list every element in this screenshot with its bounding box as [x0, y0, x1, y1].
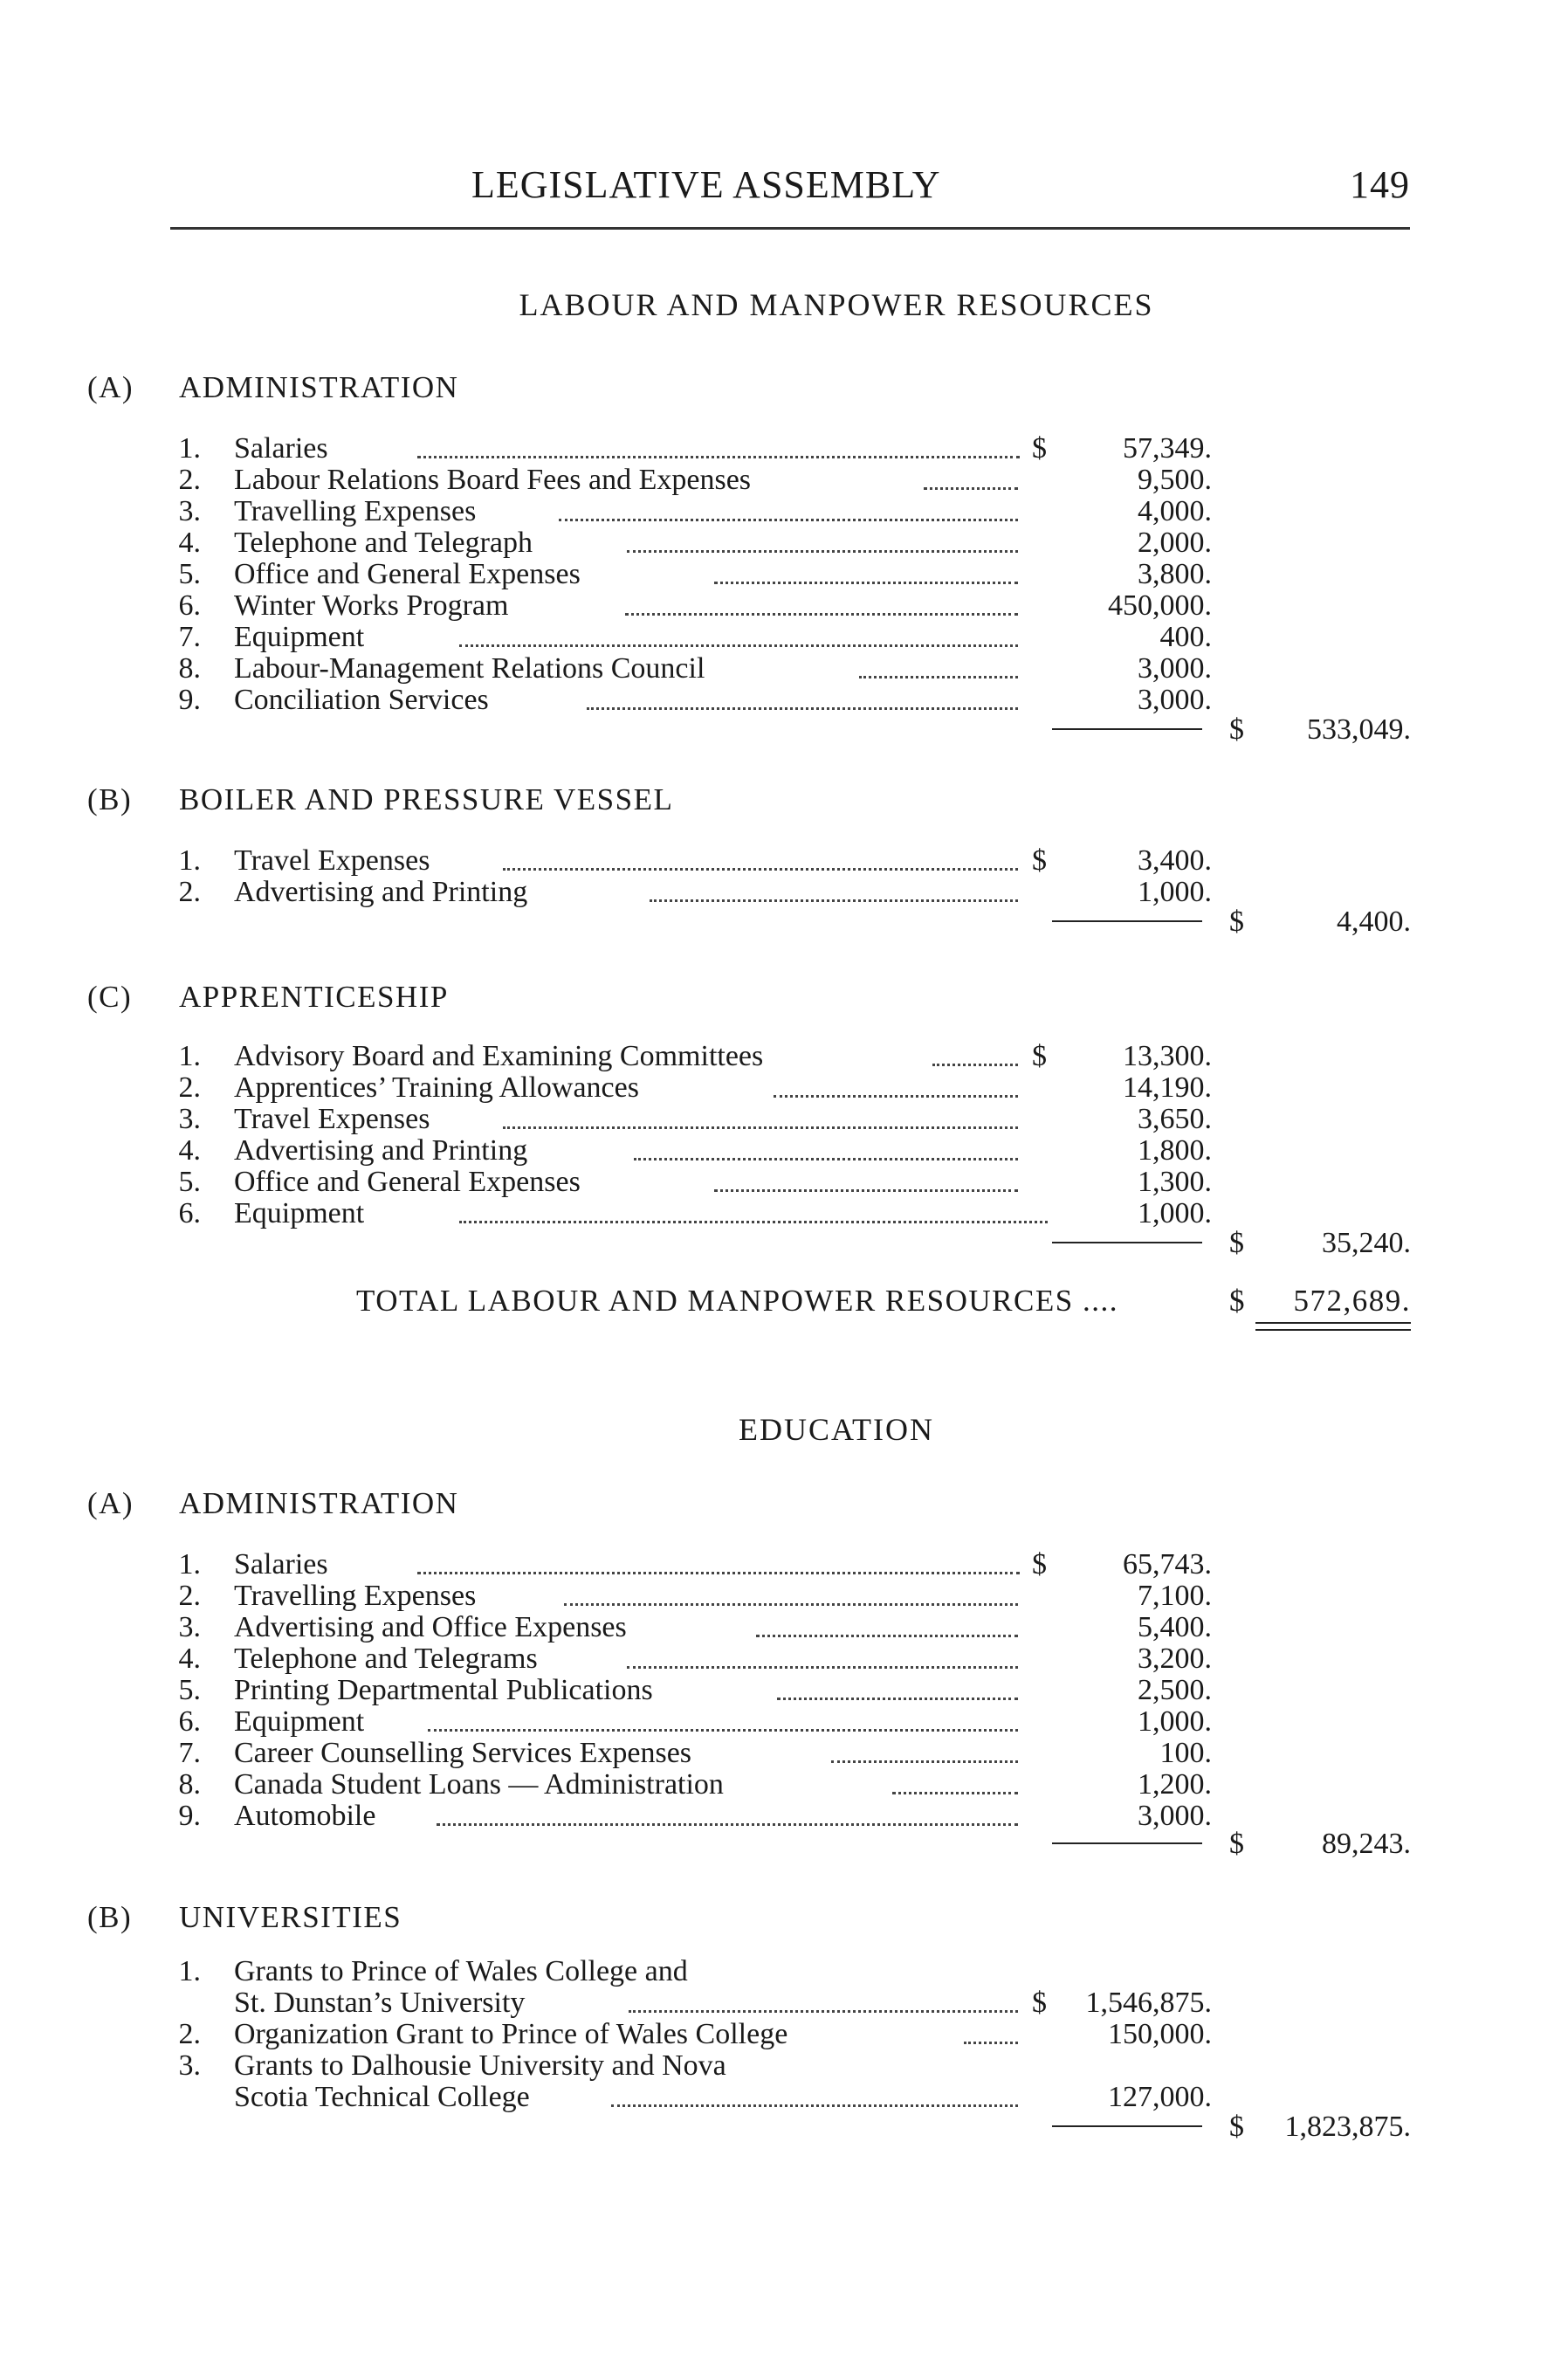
- currency-symbol: $: [1229, 1828, 1244, 1860]
- line-item: [0, 1706, 1568, 1738]
- item-label: Equipment: [234, 1705, 365, 1738]
- item-number: 5.: [178, 558, 201, 590]
- item-label: Printing Departmental Publications: [234, 1674, 653, 1706]
- line-item: [0, 1769, 1568, 1801]
- item-number: 1.: [178, 1955, 201, 1987]
- dot-leader: [634, 1158, 1018, 1160]
- item-amount: 450,000.: [1108, 589, 1212, 622]
- item-number: 1.: [178, 844, 201, 877]
- item-label: Advertising and Office Expenses: [234, 1611, 627, 1643]
- item-amount: 127,000.: [1108, 2081, 1212, 2113]
- item-amount: 2,000.: [1138, 527, 1212, 559]
- dot-leader: [503, 868, 1018, 871]
- item-amount: 13,300.: [1123, 1040, 1212, 1072]
- line-item: [0, 1104, 1568, 1135]
- dot-leader: [428, 1729, 1018, 1732]
- line-item: [0, 1135, 1568, 1167]
- item-number: 5.: [178, 1166, 201, 1198]
- line-item: [0, 1167, 1568, 1198]
- item-amount: 1,000.: [1138, 876, 1212, 908]
- line-item: [0, 1041, 1568, 1072]
- currency-symbol: $: [1229, 713, 1244, 746]
- item-label: Advertising and Printing: [234, 1134, 528, 1167]
- line-item: [0, 2050, 1568, 2082]
- subtotal-amount: 4,400.: [1337, 906, 1411, 938]
- section-name: APPRENTICESHIP: [179, 980, 449, 1014]
- item-label: Salaries: [234, 432, 328, 465]
- item-label: Career Counselling Services Expenses: [234, 1737, 692, 1769]
- item-amount: 1,000.: [1138, 1705, 1212, 1738]
- item-number: 9.: [178, 1800, 201, 1832]
- line-item: [0, 1643, 1568, 1675]
- item-number: 3.: [178, 1103, 201, 1135]
- item-number: 5.: [178, 1674, 201, 1706]
- item-label: Office and General Expenses: [234, 1166, 581, 1198]
- currency-symbol: $: [1032, 844, 1047, 877]
- subtotal-amount: 1,823,875.: [1284, 2111, 1411, 2143]
- section-subtotal: [0, 906, 1568, 938]
- item-amount: 5,400.: [1138, 1611, 1212, 1643]
- item-amount: 1,546,875.: [1085, 1987, 1212, 2019]
- line-item: [0, 559, 1568, 590]
- section-title: [87, 1900, 402, 1935]
- item-amount: 4,000.: [1138, 495, 1212, 527]
- item-amount: 9,500.: [1138, 464, 1212, 496]
- item-amount: 3,800.: [1138, 558, 1212, 590]
- dot-leader: [932, 1064, 1018, 1066]
- item-number: 2.: [178, 1580, 201, 1612]
- item-label: Office and General Expenses: [234, 558, 581, 590]
- item-amount: 3,650.: [1138, 1103, 1212, 1135]
- item-label: Canada Student Loans — Administration: [234, 1768, 724, 1801]
- line-item: [0, 496, 1568, 527]
- dot-leader: [777, 1698, 1018, 1700]
- item-amount: 2,500.: [1138, 1674, 1212, 1706]
- section-title: [87, 370, 458, 405]
- dot-leader: [627, 550, 1018, 553]
- currency-symbol: $: [1229, 906, 1244, 938]
- currency-symbol: $: [1229, 1284, 1246, 1318]
- dot-leader: [625, 613, 1018, 616]
- item-number: 3.: [178, 2049, 201, 2082]
- section-name: ADMINISTRATION: [179, 1486, 459, 1520]
- item-amount: 150,000.: [1108, 2018, 1212, 2050]
- dot-leader: [714, 1189, 1018, 1192]
- item-label: Salaries: [234, 1548, 328, 1581]
- item-number: 6.: [178, 1705, 201, 1738]
- subtotal-amount: 35,240.: [1322, 1227, 1411, 1259]
- dot-leader: [924, 487, 1018, 490]
- item-number: 2.: [178, 464, 201, 496]
- subtotal-amount: 533,049.: [1307, 713, 1411, 746]
- item-number: 7.: [178, 1737, 201, 1769]
- item-number: 3.: [178, 1611, 201, 1643]
- line-item: [0, 1581, 1568, 1612]
- total-amount: 572,689.: [1293, 1284, 1411, 1318]
- item-label: Grants to Dalhousie University and Nova: [234, 2049, 726, 2082]
- line-item: [0, 1675, 1568, 1706]
- section-subtotal: [0, 1228, 1568, 1259]
- item-amount: 100.: [1159, 1737, 1212, 1769]
- section-letter: (C): [87, 980, 133, 1014]
- header-rule: [170, 227, 1410, 230]
- section-name: UNIVERSITIES: [179, 1900, 402, 1934]
- section-title: [87, 980, 449, 1015]
- total-label: TOTAL LABOUR AND MANPOWER RESOURCES ....: [356, 1284, 1118, 1318]
- section-letter: (B): [87, 1900, 133, 1934]
- line-item-continuation: [0, 1987, 1568, 2019]
- currency-symbol: $: [1229, 1227, 1244, 1259]
- currency-symbol: $: [1229, 2111, 1244, 2143]
- line-item: [0, 590, 1568, 622]
- item-number: 2.: [178, 1071, 201, 1104]
- item-number: 8.: [178, 652, 201, 685]
- section-subtotal: [0, 2111, 1568, 2143]
- item-amount: 1,800.: [1138, 1134, 1212, 1167]
- item-label: Travel Expenses: [234, 1103, 430, 1135]
- currency-symbol: $: [1032, 1987, 1047, 2019]
- item-label: Organization Grant to Prince of Wales College: [234, 2018, 788, 2050]
- currency-symbol: $: [1032, 432, 1047, 465]
- section-subtotal: [0, 714, 1568, 746]
- department-title-text: LABOUR AND MANPOWER RESOURCES: [519, 287, 1154, 322]
- department-title-text: EDUCATION: [739, 1412, 934, 1447]
- item-number: 2.: [178, 876, 201, 908]
- dot-leader: [611, 2104, 1018, 2107]
- dot-leader: [650, 899, 1018, 902]
- dot-leader: [437, 1823, 1018, 1826]
- dot-leader: [417, 456, 1020, 458]
- department-title: [0, 1411, 1568, 1448]
- item-label: Winter Works Program: [234, 589, 509, 622]
- item-amount: 65,743.: [1123, 1548, 1212, 1581]
- item-amount: 1,000.: [1138, 1197, 1212, 1229]
- line-item: [0, 1198, 1568, 1229]
- line-item: [0, 2019, 1568, 2050]
- item-number: 9.: [178, 684, 201, 716]
- item-label: Telephone and Telegrams: [234, 1643, 538, 1675]
- section-letter: (A): [87, 370, 134, 404]
- section-name: BOILER AND PRESSURE VESSEL: [179, 782, 674, 816]
- item-label: Telephone and Telegraph: [234, 527, 533, 559]
- item-number: 6.: [178, 1197, 201, 1229]
- subtotal-amount: 89,243.: [1322, 1828, 1411, 1860]
- line-item: [0, 877, 1568, 908]
- total-double-rule: [1255, 1322, 1411, 1331]
- item-number: 6.: [178, 589, 201, 622]
- dot-leader: [559, 519, 1018, 521]
- item-amount: 57,349.: [1123, 432, 1212, 465]
- line-item: [0, 1956, 1568, 1987]
- item-number: 1.: [178, 432, 201, 465]
- item-amount: 3,000.: [1138, 1800, 1212, 1832]
- section-title: [87, 1486, 458, 1521]
- dot-leader: [629, 2010, 1018, 2013]
- item-label: Advertising and Printing: [234, 876, 528, 908]
- currency-symbol: $: [1032, 1040, 1047, 1072]
- section-title: [87, 782, 673, 817]
- dot-leader: [627, 1666, 1018, 1669]
- currency-symbol: $: [1032, 1548, 1047, 1581]
- dot-leader: [503, 1126, 1018, 1129]
- item-amount: 3,400.: [1138, 844, 1212, 877]
- item-label: Grants to Prince of Wales College and: [234, 1955, 688, 1987]
- dot-leader: [714, 582, 1018, 584]
- line-item: [0, 433, 1568, 465]
- line-item: [0, 465, 1568, 496]
- item-label: Travelling Expenses: [234, 495, 477, 527]
- line-item: [0, 653, 1568, 685]
- item-amount: 1,300.: [1138, 1166, 1212, 1198]
- item-label: Automobile: [234, 1800, 376, 1832]
- item-label: Apprentices’ Training Allowances: [234, 1071, 639, 1104]
- item-label: Equipment: [234, 621, 365, 653]
- line-item: [0, 1072, 1568, 1104]
- item-label: Travelling Expenses: [234, 1580, 477, 1612]
- item-label: Labour-Management Relations Council: [234, 652, 705, 685]
- line-item: [0, 1612, 1568, 1643]
- item-number: 2.: [178, 2018, 201, 2050]
- dot-leader: [774, 1095, 1018, 1098]
- line-item: [0, 527, 1568, 559]
- dot-leader: [892, 1792, 1018, 1794]
- dot-leader: [964, 2042, 1018, 2044]
- item-amount: 3,200.: [1138, 1643, 1212, 1675]
- dot-leader: [756, 1635, 1018, 1637]
- item-label: Advisory Board and Examining Committees: [234, 1040, 764, 1072]
- dot-leader: [831, 1760, 1018, 1763]
- section-name: ADMINISTRATION: [179, 370, 459, 404]
- dot-leader: [564, 1603, 1018, 1606]
- dot-leader: [459, 644, 1018, 647]
- line-item: [0, 1738, 1568, 1769]
- line-item: [0, 622, 1568, 653]
- item-amount: 3,000.: [1138, 684, 1212, 716]
- department-title: [0, 286, 1568, 323]
- item-number: 4.: [178, 1643, 201, 1675]
- item-label: St. Dunstan’s University: [234, 1987, 526, 2019]
- item-number: 4.: [178, 1134, 201, 1167]
- item-amount: 3,000.: [1138, 652, 1212, 685]
- section-letter: (A): [87, 1486, 134, 1520]
- item-label: Conciliation Services: [234, 684, 489, 716]
- dot-leader: [587, 707, 1018, 710]
- item-number: 7.: [178, 621, 201, 653]
- dot-leader: [459, 1221, 1048, 1223]
- section-subtotal: [0, 1828, 1568, 1860]
- section-letter: (B): [87, 782, 133, 816]
- item-amount: 7,100.: [1138, 1580, 1212, 1612]
- item-number: 3.: [178, 495, 201, 527]
- item-number: 4.: [178, 527, 201, 559]
- line-item-continuation: [0, 2082, 1568, 2113]
- item-amount: 1,200.: [1138, 1768, 1212, 1801]
- line-item: [0, 1549, 1568, 1581]
- item-label: Scotia Technical College: [234, 2081, 530, 2113]
- item-label: Travel Expenses: [234, 844, 430, 877]
- item-number: 1.: [178, 1040, 201, 1072]
- department-total: [0, 1284, 1568, 1319]
- item-number: 1.: [178, 1548, 201, 1581]
- page-header-title: LEGISLATIVE ASSEMBLY: [471, 163, 941, 206]
- item-number: 8.: [178, 1768, 201, 1801]
- item-label: Labour Relations Board Fees and Expenses: [234, 464, 752, 496]
- dot-leader: [859, 676, 1018, 678]
- item-label: Equipment: [234, 1197, 365, 1229]
- item-amount: 14,190.: [1123, 1071, 1212, 1104]
- dot-leader: [417, 1572, 1020, 1574]
- page-header: [170, 162, 1410, 215]
- line-item: [0, 685, 1568, 716]
- line-item: [0, 845, 1568, 877]
- page-number: 149: [1350, 163, 1410, 206]
- item-amount: 400.: [1159, 621, 1212, 653]
